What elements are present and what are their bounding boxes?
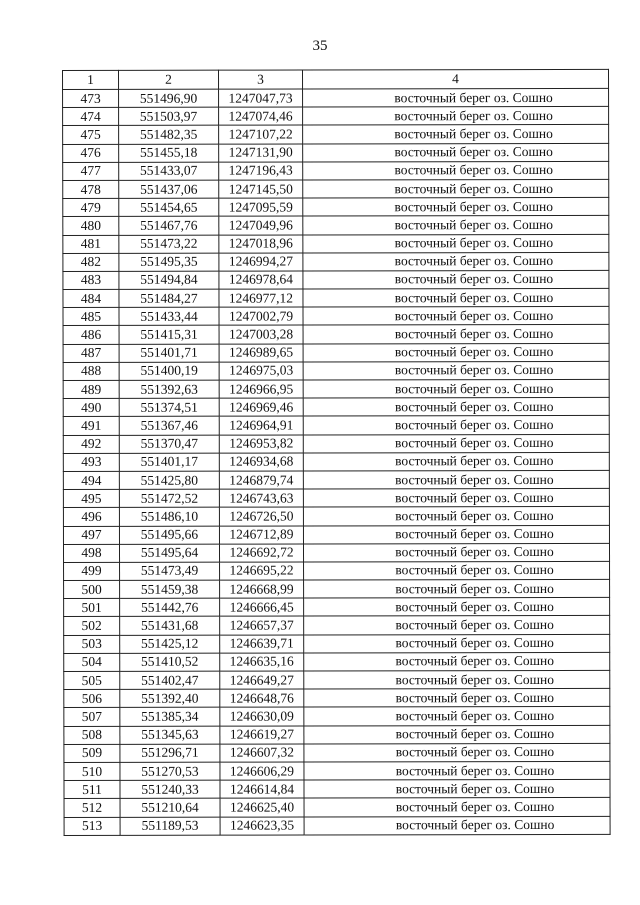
table-row bbox=[64, 616, 610, 635]
cell-description: восточный берег оз. Сошно bbox=[304, 598, 610, 617]
cell-description: восточный берег оз. Сошно bbox=[303, 216, 609, 235]
table-row bbox=[63, 452, 609, 471]
cell-point-number: 494 bbox=[63, 471, 119, 489]
cell-coord-y: 1246649,27 bbox=[220, 671, 304, 689]
table-row bbox=[63, 216, 609, 235]
cell-coord-x: 551472,52 bbox=[119, 489, 219, 507]
cell-coord-y: 1246879,74 bbox=[219, 471, 303, 489]
cell-coord-y: 1246969,46 bbox=[219, 398, 303, 416]
cell-description: восточный берег оз. Сошно bbox=[304, 689, 610, 708]
cell-coord-y: 1246966,95 bbox=[219, 380, 303, 398]
cell-coord-y: 1247002,79 bbox=[219, 307, 303, 325]
cell-description: восточный берег оз. Сошно bbox=[304, 707, 610, 726]
header-col-1: 1 bbox=[63, 70, 119, 89]
cell-description: восточный берег оз. Сошно bbox=[303, 488, 609, 507]
cell-coord-x: 551345,63 bbox=[120, 726, 220, 744]
cell-coord-y: 1246668,99 bbox=[220, 580, 304, 598]
cell-coord-x: 551210,64 bbox=[120, 798, 220, 816]
cell-coord-y: 1246977,12 bbox=[219, 289, 303, 307]
cell-coord-x: 551425,80 bbox=[119, 471, 219, 489]
table-row bbox=[63, 88, 609, 107]
header-col-3: 3 bbox=[219, 70, 303, 89]
cell-point-number: 485 bbox=[63, 308, 119, 326]
cell-coord-y: 1246989,65 bbox=[219, 344, 303, 362]
cell-description: восточный берег оз. Сошно bbox=[303, 452, 609, 471]
cell-point-number: 504 bbox=[64, 653, 120, 671]
cell-coord-y: 1246625,40 bbox=[220, 798, 304, 816]
cell-coord-x: 551240,33 bbox=[120, 780, 220, 798]
cell-point-number: 495 bbox=[63, 490, 119, 508]
cell-coord-x: 551374,51 bbox=[119, 398, 219, 416]
cell-description: восточный берег оз. Сошно bbox=[303, 434, 609, 453]
cell-point-number: 473 bbox=[63, 89, 119, 107]
cell-description: восточный берег оз. Сошно bbox=[303, 88, 609, 107]
cell-coord-x: 551442,76 bbox=[120, 598, 220, 616]
cell-coord-y: 1246692,72 bbox=[219, 544, 303, 562]
cell-point-number: 480 bbox=[63, 217, 119, 235]
cell-coord-x: 551495,64 bbox=[119, 544, 219, 562]
cell-point-number: 476 bbox=[63, 144, 119, 162]
cell-coord-y: 1247003,28 bbox=[219, 325, 303, 343]
table-header bbox=[63, 69, 609, 89]
cell-coord-y: 1247107,22 bbox=[219, 125, 303, 143]
cell-point-number: 497 bbox=[63, 526, 119, 544]
cell-description: восточный берег оз. Сошно bbox=[303, 416, 609, 435]
cell-coord-y: 1246666,45 bbox=[220, 598, 304, 616]
cell-description: восточный берег оз. Сошно bbox=[304, 798, 610, 817]
table-row bbox=[63, 434, 609, 453]
cell-coord-x: 551473,49 bbox=[120, 562, 220, 580]
cell-coord-y: 1246619,27 bbox=[220, 726, 304, 744]
cell-coord-x: 551296,71 bbox=[120, 744, 220, 762]
table-row bbox=[63, 179, 609, 198]
cell-coord-x: 551385,34 bbox=[120, 708, 220, 726]
cell-point-number: 499 bbox=[64, 562, 120, 580]
cell-point-number: 487 bbox=[63, 344, 119, 362]
cell-point-number: 479 bbox=[63, 199, 119, 217]
cell-coord-x: 551400,19 bbox=[119, 362, 219, 380]
cell-coord-y: 1246975,03 bbox=[219, 362, 303, 380]
cell-coord-x: 551433,07 bbox=[119, 162, 219, 180]
cell-description: восточный берег оз. Сошно bbox=[303, 179, 609, 198]
cell-coord-x: 551467,76 bbox=[119, 216, 219, 234]
cell-point-number: 513 bbox=[64, 817, 120, 835]
table-row bbox=[64, 816, 610, 835]
table-row bbox=[63, 252, 609, 271]
cell-description: восточный берег оз. Сошно bbox=[303, 143, 609, 162]
cell-description: восточный берег оз. Сошно bbox=[303, 543, 609, 562]
cell-point-number: 508 bbox=[64, 726, 120, 744]
cell-description: восточный берег оз. Сошно bbox=[304, 761, 610, 780]
table-row bbox=[63, 398, 609, 417]
cell-coord-x: 551494,84 bbox=[119, 271, 219, 289]
cell-description: восточный берег оз. Сошно bbox=[303, 343, 609, 362]
table-row bbox=[64, 634, 610, 653]
cell-coord-x: 551431,68 bbox=[120, 617, 220, 635]
table-row bbox=[64, 579, 610, 598]
table-row bbox=[64, 779, 610, 798]
cell-coord-x: 551189,53 bbox=[120, 817, 220, 835]
coordinates-table-container bbox=[62, 70, 608, 836]
cell-coord-y: 1246635,16 bbox=[220, 653, 304, 671]
table-row bbox=[63, 343, 609, 362]
cell-coord-x: 551455,18 bbox=[119, 144, 219, 162]
table-row bbox=[64, 561, 610, 580]
cell-coord-y: 1247049,96 bbox=[219, 216, 303, 234]
cell-description: восточный берег оз. Сошно bbox=[303, 379, 609, 398]
cell-coord-x: 551392,40 bbox=[120, 689, 220, 707]
table-row bbox=[63, 416, 609, 435]
cell-coord-y: 1246726,50 bbox=[219, 507, 303, 525]
table-row bbox=[64, 798, 610, 817]
cell-point-number: 507 bbox=[64, 708, 120, 726]
cell-point-number: 502 bbox=[64, 617, 120, 635]
table-row bbox=[64, 598, 610, 617]
table-row bbox=[63, 507, 609, 526]
cell-coord-x: 551454,65 bbox=[119, 198, 219, 216]
table-row bbox=[63, 379, 609, 398]
cell-point-number: 492 bbox=[63, 435, 119, 453]
cell-coord-y: 1246639,71 bbox=[220, 635, 304, 653]
table-row bbox=[63, 325, 609, 344]
cell-coord-y: 1246606,29 bbox=[220, 762, 304, 780]
cell-coord-y: 1246712,89 bbox=[219, 525, 303, 543]
cell-coord-y: 1247047,73 bbox=[219, 89, 303, 107]
cell-coord-y: 1246994,27 bbox=[219, 253, 303, 271]
table-row bbox=[63, 307, 609, 326]
cell-coord-x: 551484,27 bbox=[119, 289, 219, 307]
table-row bbox=[63, 270, 609, 289]
cell-description: восточный берег оз. Сошно bbox=[304, 561, 610, 580]
cell-coord-y: 1246607,32 bbox=[220, 744, 304, 762]
table-row bbox=[63, 543, 609, 562]
cell-coord-x: 551482,35 bbox=[119, 126, 219, 144]
cell-coord-x: 551495,35 bbox=[119, 253, 219, 271]
table-row bbox=[64, 743, 610, 762]
table-row bbox=[64, 652, 610, 671]
cell-description: восточный берег оз. Сошно bbox=[303, 197, 609, 216]
cell-coord-x: 551270,53 bbox=[120, 762, 220, 780]
cell-description: восточный берег оз. Сошно bbox=[304, 652, 610, 671]
cell-point-number: 488 bbox=[63, 362, 119, 380]
cell-description: восточный берег оз. Сошно bbox=[303, 525, 609, 544]
cell-coord-y: 1246657,37 bbox=[220, 616, 304, 634]
cell-description: восточный берег оз. Сошно bbox=[303, 398, 609, 417]
cell-description: восточный берег оз. Сошно bbox=[303, 107, 609, 126]
cell-point-number: 474 bbox=[63, 108, 119, 126]
cell-description: восточный берег оз. Сошно bbox=[304, 779, 610, 798]
cell-description: восточный берег оз. Сошно bbox=[304, 579, 610, 598]
cell-description: восточный берег оз. Сошно bbox=[304, 743, 610, 762]
cell-point-number: 489 bbox=[63, 380, 119, 398]
cell-coord-y: 1246648,76 bbox=[220, 689, 304, 707]
cell-coord-y: 1247074,46 bbox=[219, 107, 303, 125]
cell-coord-x: 551459,38 bbox=[120, 580, 220, 598]
table-row bbox=[63, 288, 609, 307]
cell-coord-x: 551415,31 bbox=[119, 326, 219, 344]
cell-description: восточный берег оз. Сошно bbox=[303, 288, 609, 307]
cell-point-number: 512 bbox=[64, 799, 120, 817]
cell-coord-y: 1246623,35 bbox=[220, 816, 304, 834]
cell-point-number: 510 bbox=[64, 762, 120, 780]
table-row bbox=[64, 670, 610, 689]
cell-coord-y: 1246695,22 bbox=[220, 562, 304, 580]
cell-coord-x: 551437,06 bbox=[119, 180, 219, 198]
cell-coord-y: 1247095,59 bbox=[219, 198, 303, 216]
cell-coord-x: 551425,12 bbox=[120, 635, 220, 653]
table-row bbox=[63, 197, 609, 216]
cell-coord-x: 551486,10 bbox=[119, 507, 219, 525]
cell-coord-x: 551401,71 bbox=[119, 344, 219, 362]
cell-coord-x: 551473,22 bbox=[119, 235, 219, 253]
cell-description: восточный берег оз. Сошно bbox=[304, 616, 610, 635]
cell-point-number: 491 bbox=[63, 417, 119, 435]
cell-description: восточный берег оз. Сошно bbox=[303, 361, 609, 380]
cell-point-number: 478 bbox=[63, 180, 119, 198]
cell-point-number: 486 bbox=[63, 326, 119, 344]
cell-coord-x: 551495,66 bbox=[119, 526, 219, 544]
header-col-4: 4 bbox=[303, 69, 609, 89]
cell-description: восточный берег оз. Сошно bbox=[303, 270, 609, 289]
cell-description: восточный берег оз. Сошно bbox=[303, 125, 609, 144]
table-row bbox=[63, 488, 609, 507]
table-row bbox=[63, 107, 609, 126]
cell-coord-x: 551496,90 bbox=[119, 89, 219, 107]
cell-coord-x: 551401,17 bbox=[119, 453, 219, 471]
cell-point-number: 501 bbox=[64, 599, 120, 617]
table-row bbox=[63, 234, 609, 253]
table-row bbox=[64, 689, 610, 708]
cell-coord-x: 551433,44 bbox=[119, 307, 219, 325]
table-row bbox=[63, 143, 609, 162]
cell-coord-y: 1246953,82 bbox=[219, 435, 303, 453]
cell-coord-y: 1247145,50 bbox=[219, 180, 303, 198]
coordinates-table bbox=[62, 69, 611, 836]
page-number: 35 bbox=[312, 38, 328, 54]
header-col-2: 2 bbox=[119, 70, 219, 89]
cell-point-number: 496 bbox=[63, 508, 119, 526]
cell-point-number: 509 bbox=[64, 744, 120, 762]
cell-description: восточный берег оз. Сошно bbox=[304, 816, 610, 835]
cell-coord-y: 1246934,68 bbox=[219, 453, 303, 471]
cell-coord-y: 1246964,91 bbox=[219, 416, 303, 434]
cell-coord-y: 1246743,63 bbox=[219, 489, 303, 507]
cell-coord-y: 1247131,90 bbox=[219, 144, 303, 162]
cell-coord-y: 1246614,84 bbox=[220, 780, 304, 798]
cell-point-number: 493 bbox=[63, 453, 119, 471]
cell-description: восточный берег оз. Сошно bbox=[303, 307, 609, 326]
cell-coord-x: 551402,47 bbox=[120, 671, 220, 689]
cell-point-number: 505 bbox=[64, 671, 120, 689]
cell-point-number: 482 bbox=[63, 253, 119, 271]
cell-description: восточный берег оз. Сошно bbox=[303, 507, 609, 526]
cell-description: восточный берег оз. Сошно bbox=[303, 470, 609, 489]
cell-description: восточный берег оз. Сошно bbox=[303, 252, 609, 271]
cell-description: восточный берег оз. Сошно bbox=[303, 161, 609, 180]
cell-point-number: 484 bbox=[63, 289, 119, 307]
cell-coord-y: 1247196,43 bbox=[219, 162, 303, 180]
cell-point-number: 500 bbox=[64, 580, 120, 598]
table-row bbox=[64, 707, 610, 726]
cell-point-number: 506 bbox=[64, 690, 120, 708]
cell-coord-y: 1246978,64 bbox=[219, 271, 303, 289]
cell-description: восточный берег оз. Сошно bbox=[304, 634, 610, 653]
cell-point-number: 483 bbox=[63, 271, 119, 289]
cell-coord-x: 551410,52 bbox=[120, 653, 220, 671]
cell-coord-y: 1246630,09 bbox=[220, 707, 304, 725]
cell-description: восточный берег оз. Сошно bbox=[304, 670, 610, 689]
cell-coord-x: 551503,97 bbox=[119, 107, 219, 125]
header-row bbox=[63, 69, 609, 89]
cell-point-number: 490 bbox=[63, 399, 119, 417]
cell-description: восточный берег оз. Сошно bbox=[303, 325, 609, 344]
table-row bbox=[64, 761, 610, 780]
cell-point-number: 475 bbox=[63, 126, 119, 144]
cell-point-number: 511 bbox=[64, 781, 120, 799]
table-row bbox=[63, 525, 609, 544]
cell-point-number: 477 bbox=[63, 162, 119, 180]
cell-coord-x: 551392,63 bbox=[119, 380, 219, 398]
cell-point-number: 481 bbox=[63, 235, 119, 253]
table-body bbox=[63, 88, 611, 835]
cell-description: восточный берег оз. Сошно bbox=[303, 234, 609, 253]
cell-description: восточный берег оз. Сошно bbox=[304, 725, 610, 744]
table-row bbox=[64, 725, 610, 744]
table-row bbox=[63, 470, 609, 489]
cell-point-number: 498 bbox=[63, 544, 119, 562]
cell-coord-y: 1247018,96 bbox=[219, 234, 303, 252]
cell-coord-x: 551367,46 bbox=[119, 417, 219, 435]
cell-point-number: 503 bbox=[64, 635, 120, 653]
table-row bbox=[63, 125, 609, 144]
cell-coord-x: 551370,47 bbox=[119, 435, 219, 453]
table-row bbox=[63, 161, 609, 180]
table-row bbox=[63, 361, 609, 380]
